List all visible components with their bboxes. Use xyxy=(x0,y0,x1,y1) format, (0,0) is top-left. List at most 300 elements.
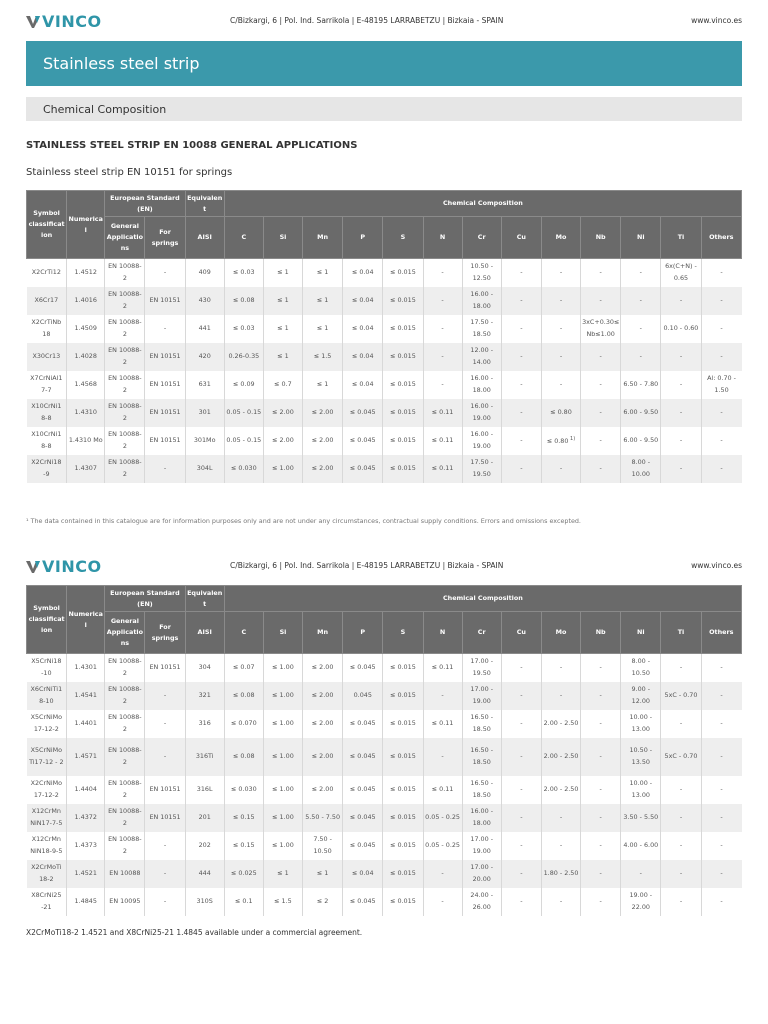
table-cell: 1.4541 xyxy=(67,682,105,710)
table-cell: X6Cr17 xyxy=(27,287,67,315)
table-cell: - xyxy=(423,371,462,399)
table-cell: ≤ 2.00 xyxy=(303,776,343,804)
table-cell: 0.05 - 0.15 xyxy=(224,399,263,427)
table-cell: 19.00 - 22.00 xyxy=(621,888,661,916)
col-element: Si xyxy=(263,217,302,259)
table-cell: 6.00 - 9.50 xyxy=(621,399,661,427)
table-cell: ≤ 0.04 xyxy=(343,259,383,287)
table-cell: X10CrNi1 8-8 xyxy=(27,399,67,427)
table-row xyxy=(27,371,742,399)
col-element: Others xyxy=(701,217,741,259)
table-cell: ≤ 1 xyxy=(263,259,302,287)
table-cell: ≤ 1.5 xyxy=(303,343,343,371)
table-cell: ≤ 0.015 xyxy=(383,654,423,682)
table-cell: 9.00 - 12.00 xyxy=(621,682,661,710)
table-cell: - xyxy=(701,343,741,371)
table-cell: - xyxy=(701,399,741,427)
col-aisi: AISI xyxy=(185,612,224,654)
table-cell: EN 10151 xyxy=(145,371,185,399)
table-cell: - xyxy=(720,896,723,905)
composition-table-1 xyxy=(26,190,742,483)
table-cell: 1.4509 xyxy=(67,315,105,343)
col-element: Cr xyxy=(462,217,501,259)
table-cell: - xyxy=(581,832,621,860)
table-cell: 0.05 - 0.15 xyxy=(224,427,263,455)
table-cell: X12CrMn NiN18-9-5 xyxy=(27,832,67,860)
table-cell: EN 10088-2 xyxy=(105,427,145,455)
col-element: Mo xyxy=(541,217,580,259)
table-cell: 202 xyxy=(185,832,224,860)
table-cell: - xyxy=(145,888,185,916)
table-cell: ≤ 1 xyxy=(263,315,302,343)
table-cell: 0.10 - 0.60 xyxy=(661,315,701,343)
table-cell: - xyxy=(145,860,185,888)
table-cell: EN 10151 xyxy=(145,654,185,682)
table-row xyxy=(27,315,742,343)
table-cell: ≤ 0.015 xyxy=(383,399,423,427)
table-cell: ≤ 0.04 xyxy=(343,287,383,315)
table-cell: 201 xyxy=(185,804,224,832)
table-cell: EN 10151 xyxy=(145,804,185,832)
table-cell: ≤ 1.00 xyxy=(263,682,302,710)
table-cell: ≤ 0.045 xyxy=(343,738,383,776)
table-cell: - xyxy=(701,804,741,832)
table-cell: Al: 0.70 - 1.50 xyxy=(707,374,736,394)
table-cell: - xyxy=(501,888,541,916)
table-cell: 0.05 - 0.25 xyxy=(423,804,462,832)
col-element: Others xyxy=(701,612,741,654)
table-cell: EN 10088-2 xyxy=(105,710,145,738)
table-cell: 10.50 - 12.50 xyxy=(462,259,501,287)
table-cell: - xyxy=(145,682,185,710)
table-cell: - xyxy=(581,710,621,738)
logo-mark-icon xyxy=(26,560,40,574)
table-cell: EN 10088 xyxy=(105,860,145,888)
table-cell: - xyxy=(541,315,580,343)
table-cell: 6.50 - 7.80 xyxy=(621,371,661,399)
table-cell: - xyxy=(720,784,723,793)
table-cell: - xyxy=(661,399,701,427)
table-cell: ≤ 1.00 xyxy=(263,832,302,860)
table-cell: ≤ 0.11 xyxy=(423,654,462,682)
table-cell: - xyxy=(145,710,185,738)
table-cell: 1.4373 xyxy=(67,832,105,860)
table-cell: - xyxy=(581,738,621,776)
col-element: Ni xyxy=(621,217,661,259)
table-cell: 8.00 - 10.50 xyxy=(621,654,661,682)
table-cell: ≤ 0.015 xyxy=(383,888,423,916)
table-cell: ≤ 2.00 xyxy=(303,427,343,455)
table-cell: - xyxy=(621,259,661,287)
table-cell: X5CrNiMo 17-12-2 xyxy=(27,710,67,738)
table-cell: 1.4310 Mo xyxy=(67,427,105,455)
table-cell: 316L xyxy=(185,776,224,804)
table-cell: ≤ 0.045 xyxy=(343,832,383,860)
table-cell: - xyxy=(621,287,661,315)
table-cell: - xyxy=(423,888,462,916)
table-cell: ≤ 0.015 xyxy=(383,832,423,860)
table-cell: - xyxy=(661,371,701,399)
table-cell: - xyxy=(501,399,541,427)
table-cell: - xyxy=(423,860,462,888)
table-heading: STAINLESS STEEL STRIP EN 10088 GENERAL APPLICATIONS xyxy=(26,140,358,151)
table-cell: 16.50 - 18.50 xyxy=(462,738,501,776)
table-cell: 1.4310 xyxy=(67,399,105,427)
table-cell: 1.4404 xyxy=(67,776,105,804)
table-cell: X10CrNi1 8-8 xyxy=(27,427,67,455)
table-cell: - xyxy=(581,654,621,682)
table-cell: 16.00 - 19.00 xyxy=(462,427,501,455)
table-cell: ≤ 1.00 xyxy=(263,654,302,682)
table-cell: EN 10088-2 xyxy=(105,315,145,343)
table-cell: 6x(C+N) - 0.65 xyxy=(661,259,701,287)
table-cell: - xyxy=(581,399,621,427)
col-symbol: Symbol classificat ion xyxy=(27,191,67,259)
table-cell: ≤ 1 xyxy=(303,371,343,399)
table-cell: X2CrTi12 xyxy=(27,259,67,287)
page-header xyxy=(26,12,742,34)
table-cell: - xyxy=(720,718,723,727)
table-cell: - xyxy=(145,832,185,860)
table-cell: 1.4372 xyxy=(67,804,105,832)
table-cell: ≤ 0.80 $^{1)}$ xyxy=(541,427,580,455)
table-cell: - xyxy=(501,371,541,399)
table-cell: ≤ 0.045 xyxy=(343,399,383,427)
table-cell: 1.4568 xyxy=(67,371,105,399)
table-cell: ≤ 0.025 xyxy=(224,860,263,888)
table-cell: 6.00 - 9.50 xyxy=(621,427,661,455)
table-cell: ≤ 0.030 xyxy=(224,455,263,483)
table-cell: - xyxy=(145,455,185,483)
table-row xyxy=(27,654,742,682)
table-cell: ≤ 1 xyxy=(263,287,302,315)
table-cell: ≤ 0.15 xyxy=(224,832,263,860)
table-cell: - xyxy=(541,888,580,916)
page-header-2 xyxy=(26,557,742,579)
table-cell: ≤ 0.7 xyxy=(263,371,302,399)
table-cell: ≤ 0.070 xyxy=(224,710,263,738)
table-cell: - xyxy=(661,776,701,804)
table-cell: - xyxy=(145,259,185,287)
website-link[interactable]: www.vinco.es xyxy=(691,16,742,25)
table-cell: EN 10151 xyxy=(145,776,185,804)
table-cell: 0.045 xyxy=(343,682,383,710)
table-cell: EN 10088-2 xyxy=(105,455,145,483)
table-cell: 1.4401 xyxy=(67,710,105,738)
col-element: C xyxy=(224,217,263,259)
table-row xyxy=(27,259,742,287)
table-cell: 16.00 - 19.00 xyxy=(462,399,501,427)
table-row xyxy=(27,776,742,804)
table-cell: ≤ 0.045 xyxy=(343,427,383,455)
table-cell: - xyxy=(701,287,741,315)
composition-table-2 xyxy=(26,585,742,916)
table-cell: - xyxy=(501,860,541,888)
table-row xyxy=(27,399,742,427)
table-cell: ≤ 0.015 xyxy=(383,710,423,738)
table-cell: ≤ 0.045 xyxy=(343,455,383,483)
table-cell: ≤ 0.11 xyxy=(423,455,462,483)
table-cell: EN 10088-2 xyxy=(105,399,145,427)
logo-mark-icon xyxy=(26,15,40,29)
col-element: Mn xyxy=(303,217,343,259)
table-cell: EN 10088-2 xyxy=(105,654,145,682)
table-cell: X2CrNiMo 17-12-2 xyxy=(27,776,67,804)
table-cell: - xyxy=(720,435,723,444)
title-banner xyxy=(26,41,742,86)
table-cell: X6CrNiTi1 8-10 xyxy=(27,682,67,710)
table-cell: 1.4028 xyxy=(67,343,105,371)
table-cell: EN 10088-2 xyxy=(105,343,145,371)
table-cell: ≤ 1 xyxy=(263,860,302,888)
table-cell: - xyxy=(621,315,661,343)
col-equivalent: Equivalen t xyxy=(185,191,224,217)
table-cell: ≤ 0.015 xyxy=(383,343,423,371)
table-cell: ≤ 0.04 xyxy=(343,315,383,343)
table-cell: - xyxy=(501,682,541,710)
table-cell: X2CrMoTi 18-2 xyxy=(27,860,67,888)
table-cell: ≤ 0.80 xyxy=(541,399,580,427)
table-cell: EN 10088-2 xyxy=(105,776,145,804)
table-cell: ≤ 0.08 xyxy=(224,738,263,776)
table-cell: 4.00 - 6.00 xyxy=(621,832,661,860)
table-cell: ≤ 0.11 xyxy=(423,399,462,427)
table-cell: - xyxy=(145,738,185,776)
table-cell: - xyxy=(581,371,621,399)
table-cell: 441 xyxy=(185,315,224,343)
table-cell: - xyxy=(541,371,580,399)
col-element: Nb xyxy=(581,217,621,259)
col-springs: For springs xyxy=(145,217,185,259)
table-cell: - xyxy=(581,343,621,371)
table-cell: ≤ 0.045 xyxy=(343,804,383,832)
table-cell: 321 xyxy=(185,682,224,710)
table-cell: 1.4845 xyxy=(67,888,105,916)
company-address: C/Bizkargi, 6 | Pol. Ind. Sarrikola | E-48195 LARRABETZU | Bizkaia - SPAIN xyxy=(230,16,504,25)
table-cell: X8CrNi25 -21 xyxy=(27,888,67,916)
table-row xyxy=(27,738,742,776)
availability-note: X2CrMoTi18-2 1.4521 and X8CrNi25-21 1.4845 available under a commercial agreement. xyxy=(26,928,363,937)
table-cell: EN 10088-2 xyxy=(105,371,145,399)
col-element: P xyxy=(343,612,383,654)
table-cell: ≤ 0.08 xyxy=(224,287,263,315)
table-cell: ≤ 0.030 xyxy=(224,776,263,804)
table-cell: ≤ 0.03 xyxy=(224,259,263,287)
table-cell: 2.00 - 2.50 xyxy=(541,710,580,738)
table-cell: 0.26-0.35 xyxy=(224,343,263,371)
table-cell: 631 xyxy=(185,371,224,399)
table-cell: 17.00 - 19.00 xyxy=(462,682,501,710)
table-cell: 420 xyxy=(185,343,224,371)
table-cell: - xyxy=(541,259,580,287)
table-cell: ≤ 2.00 xyxy=(303,455,343,483)
table-cell: - xyxy=(423,315,462,343)
section-label: Chemical Composition xyxy=(43,103,167,116)
table-cell: 1.4301 xyxy=(67,654,105,682)
table-cell: - xyxy=(541,682,580,710)
table-cell: X7CrNiAl1 7-7 xyxy=(27,371,67,399)
table-cell: - xyxy=(501,710,541,738)
table-cell: - xyxy=(661,287,701,315)
table-cell: ≤ 0.11 xyxy=(423,427,462,455)
table-cell: 301 xyxy=(185,399,224,427)
col-general: General Applicatio ns xyxy=(105,217,145,259)
table-cell: 1.4016 xyxy=(67,287,105,315)
table-cell: ≤ 0.015 xyxy=(383,804,423,832)
table-row xyxy=(27,804,742,832)
table-cell: - xyxy=(621,860,661,888)
table-cell: 24.00 - 26.00 xyxy=(462,888,501,916)
table-cell: ≤ 0.015 xyxy=(383,371,423,399)
table-cell: 17.50 - 19.50 xyxy=(462,455,501,483)
table-cell: ≤ 1 xyxy=(303,315,343,343)
table-cell: - xyxy=(720,663,723,671)
col-general: General Applicatio ns xyxy=(105,612,145,654)
table-row xyxy=(27,287,742,315)
table-cell: ≤ 0.015 xyxy=(383,738,423,776)
col-chemical-composition: Chemical Composition xyxy=(224,191,741,217)
table-cell: - xyxy=(541,654,580,682)
table-cell: 310S xyxy=(185,888,224,916)
table-cell: 17.00 - 20.00 xyxy=(462,860,501,888)
table-cell: - xyxy=(581,776,621,804)
col-element: N xyxy=(423,217,462,259)
col-element: Ti xyxy=(661,217,701,259)
table-cell: - xyxy=(541,832,580,860)
table-cell: - xyxy=(423,682,462,710)
table-cell: EN 10088-2 xyxy=(105,259,145,287)
table-cell: - xyxy=(581,259,621,287)
table-cell: 316Ti xyxy=(185,738,224,776)
table-subheading: Stainless steel strip EN 10151 for springs xyxy=(26,167,233,178)
table-cell: 16.00 - 18.00 xyxy=(462,371,501,399)
table-cell: 17.00 - 19.00 xyxy=(462,832,501,860)
table-cell: ≤ 1.00 xyxy=(263,455,302,483)
table-cell: ≤ 0.015 xyxy=(383,455,423,483)
table-cell: EN 10088-2 xyxy=(105,804,145,832)
table-cell: ≤ 0.04 xyxy=(343,860,383,888)
table-cell: - xyxy=(501,259,541,287)
table-cell: EN 10151 xyxy=(145,399,185,427)
table-cell: ≤ 0.15 xyxy=(224,804,263,832)
table-cell: ≤ 0.045 xyxy=(343,710,383,738)
table-cell: - xyxy=(661,832,701,860)
table-cell: 12.00 - 14.00 xyxy=(462,343,501,371)
table-cell: - xyxy=(581,427,621,455)
table-cell: EN 10151 xyxy=(145,343,185,371)
col-element: S xyxy=(383,217,423,259)
table-cell: ≤ 2.00 xyxy=(303,710,343,738)
table-cell: 1.4571 xyxy=(67,738,105,776)
table-cell: 301Mo xyxy=(185,427,224,455)
table-cell: EN 10151 xyxy=(145,287,185,315)
col-springs: For springs xyxy=(145,612,185,654)
table-cell: ≤ 0.015 xyxy=(383,776,423,804)
table-cell: 430 xyxy=(185,287,224,315)
table-cell: 1.4521 xyxy=(67,860,105,888)
table-cell: - xyxy=(661,427,701,455)
table-cell: 316 xyxy=(185,710,224,738)
table-cell: - xyxy=(661,888,701,916)
table-row xyxy=(27,832,742,860)
table-cell: ≤ 0.045 xyxy=(343,654,383,682)
table-cell: EN 10088-2 xyxy=(105,682,145,710)
table-cell: ≤ 1 xyxy=(303,259,343,287)
vinco-logo-2: VINCO xyxy=(26,557,102,576)
table-cell: 10.00 - 13.00 xyxy=(621,776,661,804)
table-cell: 8.00 - 10.00 xyxy=(621,455,661,483)
website-link-2[interactable]: www.vinco.es xyxy=(691,561,742,570)
table-cell: - xyxy=(501,776,541,804)
table-cell: ≤ 0.015 xyxy=(383,287,423,315)
table-cell: - xyxy=(661,804,701,832)
col-element: Mo xyxy=(541,612,580,654)
table-cell: - xyxy=(501,654,541,682)
col-equivalent: Equivalen t xyxy=(185,586,224,612)
table-cell: 304L xyxy=(185,455,224,483)
col-element: Cu xyxy=(501,612,541,654)
table-cell: 3.50 - 5.50 xyxy=(621,804,661,832)
table-cell: - xyxy=(720,268,723,276)
col-european-standard: European Standard (EN) xyxy=(105,586,185,612)
section-bar xyxy=(26,97,742,121)
table-cell: 7.50 - 10.50 xyxy=(303,832,343,860)
table-cell: ≤ 1 xyxy=(303,860,343,888)
table-cell: ≤ 1 xyxy=(303,287,343,315)
col-symbol: Symbol classificat ion xyxy=(27,586,67,654)
table-cell: 16.50 - 18.50 xyxy=(462,776,501,804)
table-cell: EN 10088-2 xyxy=(105,287,145,315)
table-cell: ≤ 0.08 xyxy=(224,682,263,710)
table-cell: ≤ 0.04 xyxy=(343,343,383,371)
table-row xyxy=(27,427,742,455)
vinco-logo: VINCO xyxy=(26,12,102,31)
table-cell: ≤ 0.09 xyxy=(224,371,263,399)
table-cell: X2CrNi18 -9 xyxy=(27,455,67,483)
table-cell: - xyxy=(701,455,741,483)
table-cell: 1.4512 xyxy=(67,259,105,287)
table-cell: EN 10151 xyxy=(145,427,185,455)
table-cell: - xyxy=(501,287,541,315)
footnote-marker: 1) xyxy=(568,435,576,442)
table-cell: - xyxy=(701,860,741,888)
col-european-standard: European Standard (EN) xyxy=(105,191,185,217)
col-chemical-composition: Chemical Composition xyxy=(224,586,741,612)
table-cell: 5xC - 0.70 xyxy=(661,682,701,710)
table-cell: - xyxy=(581,888,621,916)
col-element: N xyxy=(423,612,462,654)
table-cell: ≤ 1.00 xyxy=(263,804,302,832)
table-cell: - xyxy=(541,804,580,832)
table-cell: 304 xyxy=(185,654,224,682)
table-cell: EN 10095 xyxy=(105,888,145,916)
table-cell: 16.00 - 18.00 xyxy=(462,804,501,832)
table-cell: 0.05 - 0.25 xyxy=(423,832,462,860)
table-cell: 2.00 - 2.50 xyxy=(541,776,580,804)
table-cell: EN 10088-2 xyxy=(105,738,145,776)
table-cell: - xyxy=(720,840,723,849)
table-cell: X2CrTiNb 18 xyxy=(27,315,67,343)
table-row xyxy=(27,888,742,916)
col-numerical: Numerica l xyxy=(67,191,105,259)
table-cell: - xyxy=(145,315,185,343)
table-cell: X5CrNiMo Ti17-12 - 2 xyxy=(27,738,67,776)
company-address-2: C/Bizkargi, 6 | Pol. Ind. Sarrikola | E-48195 LARRABETZU | Bizkaia - SPAIN xyxy=(230,561,504,570)
col-element: Ti xyxy=(661,612,701,654)
table-cell: - xyxy=(423,738,462,776)
table-row xyxy=(27,682,742,710)
table-cell: ≤ 0.015 xyxy=(383,427,423,455)
